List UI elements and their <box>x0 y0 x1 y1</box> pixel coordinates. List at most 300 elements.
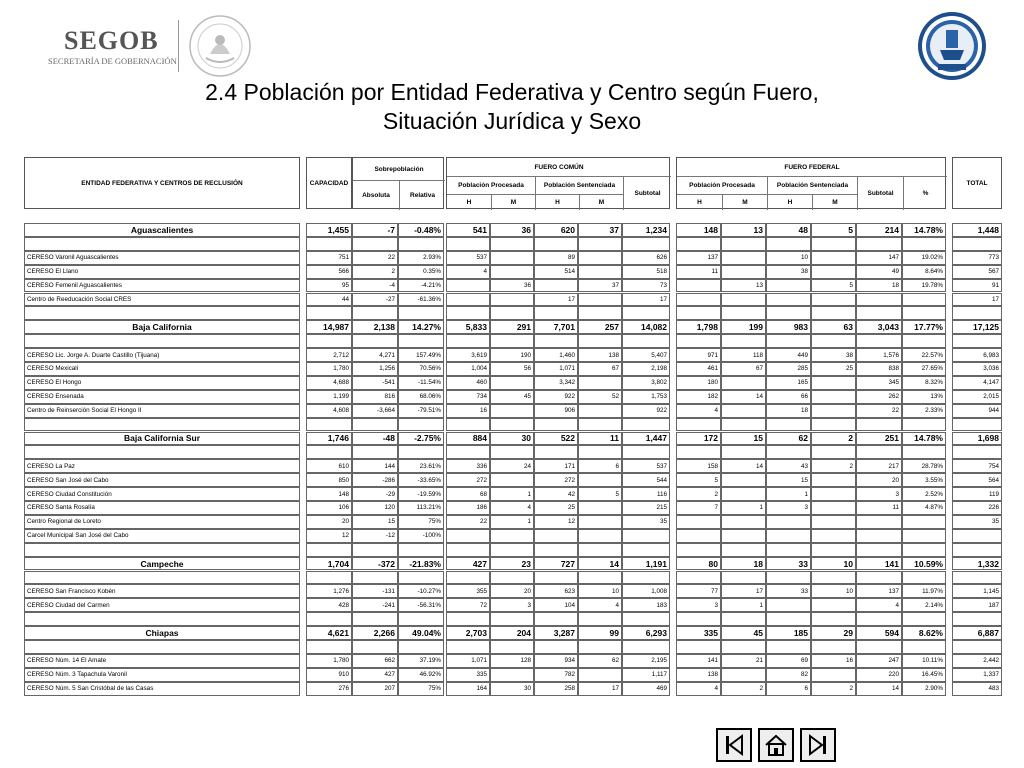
value-cell <box>534 640 578 654</box>
value-cell <box>446 571 490 585</box>
entity-name-cell <box>24 612 300 626</box>
entity-name-cell: Aguascalientes <box>24 223 300 237</box>
value-cell: 4 <box>676 682 721 696</box>
value-cell: 564 <box>952 473 1002 487</box>
value-cell: 8.32% <box>902 376 946 390</box>
value-cell: 187 <box>952 598 1002 612</box>
value-cell <box>578 404 622 418</box>
value-cell: 4 <box>446 265 490 279</box>
value-cell: 27.65% <box>902 362 946 376</box>
header-ff-percent: % <box>903 176 947 210</box>
entity-name-cell <box>24 445 300 459</box>
value-cell <box>721 418 766 432</box>
value-cell: 20 <box>306 515 352 529</box>
value-cell: 2 <box>352 265 398 279</box>
value-cell: 258 <box>534 682 578 696</box>
value-cell <box>856 445 902 459</box>
value-cell <box>352 418 398 432</box>
value-cell <box>306 306 352 320</box>
state-row <box>24 432 1002 446</box>
blank-row <box>24 571 1002 585</box>
value-cell: 25 <box>534 501 578 515</box>
value-cell: 773 <box>952 251 1002 265</box>
value-cell: 906 <box>534 404 578 418</box>
value-cell: 1,008 <box>622 584 670 598</box>
value-cell: 147 <box>856 251 902 265</box>
value-cell: 10.11% <box>902 654 946 668</box>
value-cell: 37 <box>578 223 622 237</box>
value-cell <box>811 334 856 348</box>
page-title <box>0 78 1024 136</box>
value-cell: 13% <box>902 390 946 404</box>
value-cell: -33.65% <box>398 473 444 487</box>
value-cell: 1,447 <box>622 432 670 446</box>
value-cell <box>398 306 444 320</box>
first-slide-button[interactable] <box>716 728 752 762</box>
entity-name-cell: Baja California Sur <box>24 432 300 446</box>
value-cell <box>811 487 856 501</box>
value-cell <box>490 293 534 307</box>
header-fc-proc-m: M <box>491 194 535 210</box>
value-cell: -56.31% <box>398 598 444 612</box>
value-cell: 19.78% <box>902 279 946 293</box>
value-cell <box>721 668 766 682</box>
value-cell: 850 <box>306 473 352 487</box>
value-cell: 10 <box>811 584 856 598</box>
value-cell: 11 <box>578 432 622 446</box>
value-cell: 734 <box>446 390 490 404</box>
value-cell: 15 <box>766 473 811 487</box>
value-cell: 18 <box>856 279 902 293</box>
value-cell: 816 <box>352 390 398 404</box>
value-cell <box>622 571 670 585</box>
value-cell <box>446 334 490 348</box>
value-cell: -79.51% <box>398 404 444 418</box>
value-cell <box>578 237 622 251</box>
logo-divider <box>178 20 179 72</box>
value-cell: 2,198 <box>622 362 670 376</box>
value-cell: 45 <box>721 626 766 640</box>
value-cell: 185 <box>766 626 811 640</box>
value-cell: 15 <box>352 515 398 529</box>
value-cell <box>622 237 670 251</box>
table-row <box>24 348 1002 362</box>
value-cell: 36 <box>490 223 534 237</box>
value-cell: 82 <box>766 668 811 682</box>
value-cell <box>676 293 721 307</box>
value-cell <box>766 445 811 459</box>
value-cell: 922 <box>622 404 670 418</box>
header-ff-sent-h: H <box>767 194 812 210</box>
value-cell: 23.61% <box>398 459 444 473</box>
value-cell: 285 <box>766 362 811 376</box>
value-cell: 1,071 <box>446 654 490 668</box>
blank-row <box>24 237 1002 251</box>
value-cell <box>306 334 352 348</box>
value-cell: 17.77% <box>902 320 946 334</box>
entity-name-cell: CERESO Ciudad Constitución <box>24 487 300 501</box>
value-cell: -372 <box>352 557 398 571</box>
value-cell <box>490 612 534 626</box>
entity-name-cell: CERESO Núm. 5 San Cristóbal de las Casas <box>24 682 300 696</box>
value-cell <box>721 376 766 390</box>
header-fuero-comun: FUERO COMÚN <box>534 163 584 171</box>
value-cell: 3 <box>766 501 811 515</box>
value-cell: -12 <box>352 529 398 543</box>
value-cell <box>676 612 721 626</box>
value-cell <box>676 571 721 585</box>
value-cell: -19.59% <box>398 487 444 501</box>
value-cell: 128 <box>490 654 534 668</box>
table-row <box>24 654 1002 668</box>
value-cell: -4 <box>352 279 398 293</box>
table-row <box>24 668 1002 682</box>
value-cell: 89 <box>534 251 578 265</box>
value-cell <box>766 279 811 293</box>
value-cell: 884 <box>446 432 490 446</box>
population-table <box>24 157 1002 720</box>
value-cell: 19.02% <box>902 251 946 265</box>
value-cell: 14.78% <box>902 432 946 446</box>
value-cell: 10 <box>766 251 811 265</box>
value-cell: 2,266 <box>352 626 398 640</box>
blank-row <box>24 306 1002 320</box>
value-cell: 910 <box>306 668 352 682</box>
value-cell <box>811 515 856 529</box>
value-cell: 5 <box>578 487 622 501</box>
value-cell: 4 <box>676 404 721 418</box>
value-cell: 922 <box>534 390 578 404</box>
entity-name-cell: CERESO Ciudad del Carmen <box>24 598 300 612</box>
value-cell <box>622 612 670 626</box>
value-cell <box>721 529 766 543</box>
entity-name-cell: Carcel Municipal San José del Cabo <box>24 529 300 543</box>
value-cell: 518 <box>622 265 670 279</box>
value-cell: -241 <box>352 598 398 612</box>
value-cell <box>676 640 721 654</box>
header-fc-sent-m: M <box>579 194 623 210</box>
value-cell <box>352 445 398 459</box>
value-cell: 25 <box>811 362 856 376</box>
value-cell: 35 <box>952 515 1002 529</box>
value-cell: 2 <box>721 682 766 696</box>
value-cell <box>534 571 578 585</box>
value-cell: 2,138 <box>352 320 398 334</box>
value-cell: 336 <box>446 459 490 473</box>
value-cell: 3,619 <box>446 348 490 362</box>
value-cell: 14 <box>721 390 766 404</box>
value-cell <box>578 571 622 585</box>
value-cell <box>306 418 352 432</box>
value-cell: 2 <box>811 459 856 473</box>
value-cell: 75% <box>398 515 444 529</box>
value-cell: 782 <box>534 668 578 682</box>
home-button[interactable] <box>758 728 794 762</box>
value-cell: 44 <box>306 293 352 307</box>
value-cell: 1 <box>490 515 534 529</box>
header-fc-sent-h: H <box>535 194 579 210</box>
value-cell <box>766 543 811 557</box>
value-cell: 119 <box>952 487 1002 501</box>
value-cell: 1 <box>766 487 811 501</box>
value-cell: 43 <box>766 459 811 473</box>
value-cell <box>766 293 811 307</box>
value-cell <box>578 529 622 543</box>
value-cell <box>352 612 398 626</box>
value-cell <box>721 487 766 501</box>
entity-name-cell: Campeche <box>24 557 300 571</box>
value-cell: 1,337 <box>952 668 1002 682</box>
value-cell <box>811 501 856 515</box>
skip-back-icon <box>722 733 746 757</box>
value-cell <box>766 306 811 320</box>
header-overpop: Sobrepoblación <box>374 165 424 173</box>
value-cell <box>490 473 534 487</box>
value-cell: 183 <box>622 598 670 612</box>
value-cell: 460 <box>446 376 490 390</box>
last-slide-button[interactable] <box>800 728 836 762</box>
value-cell <box>352 306 398 320</box>
value-cell: 144 <box>352 459 398 473</box>
value-cell: 45 <box>490 390 534 404</box>
value-cell <box>721 515 766 529</box>
value-cell: 214 <box>856 223 902 237</box>
value-cell: 22 <box>446 515 490 529</box>
value-cell: 171 <box>534 459 578 473</box>
value-cell: 1,798 <box>676 320 721 334</box>
table-row <box>24 390 1002 404</box>
value-cell <box>578 334 622 348</box>
value-cell <box>578 293 622 307</box>
value-cell: 13 <box>721 279 766 293</box>
value-cell: 610 <box>306 459 352 473</box>
state-row <box>24 557 1002 571</box>
entity-name-cell <box>24 640 300 654</box>
value-cell: 1,746 <box>306 432 352 446</box>
value-cell: 30 <box>490 432 534 446</box>
value-cell <box>306 571 352 585</box>
value-cell <box>952 306 1002 320</box>
value-cell: 12 <box>306 529 352 543</box>
value-cell: 226 <box>952 501 1002 515</box>
value-cell <box>622 543 670 557</box>
value-cell: 428 <box>306 598 352 612</box>
value-cell: 10 <box>811 557 856 571</box>
value-cell <box>856 306 902 320</box>
entity-name-cell: Centro de Reeducación Social CRES <box>24 293 300 307</box>
value-cell: -29 <box>352 487 398 501</box>
header-relative: Relativa <box>399 180 445 210</box>
value-cell: 5 <box>811 223 856 237</box>
value-cell: 623 <box>534 584 578 598</box>
entity-name-cell: CERESO San Francisco Kobén <box>24 584 300 598</box>
value-cell: 120 <box>352 501 398 515</box>
value-cell <box>902 418 946 432</box>
value-cell: 137 <box>676 251 721 265</box>
value-cell: 24 <box>490 459 534 473</box>
table-row <box>24 404 1002 418</box>
value-cell <box>622 640 670 654</box>
value-cell: 186 <box>446 501 490 515</box>
value-cell <box>721 293 766 307</box>
value-cell <box>721 571 766 585</box>
value-cell: 148 <box>306 487 352 501</box>
value-cell: 16 <box>446 404 490 418</box>
value-cell <box>902 529 946 543</box>
value-cell: 22.57% <box>902 348 946 362</box>
value-cell <box>856 237 902 251</box>
value-cell: -286 <box>352 473 398 487</box>
value-cell: 157.49% <box>398 348 444 362</box>
value-cell: 148 <box>676 223 721 237</box>
value-cell <box>721 473 766 487</box>
value-cell: 541 <box>446 223 490 237</box>
value-cell <box>622 334 670 348</box>
value-cell <box>902 237 946 251</box>
value-cell <box>490 237 534 251</box>
value-cell <box>952 571 1002 585</box>
value-cell: 3 <box>676 598 721 612</box>
value-cell <box>856 293 902 307</box>
segob-logo <box>48 24 177 72</box>
value-cell <box>306 543 352 557</box>
entity-name-cell <box>24 306 300 320</box>
value-cell: 15 <box>721 432 766 446</box>
value-cell: 3.55% <box>902 473 946 487</box>
value-cell <box>446 445 490 459</box>
value-cell <box>811 445 856 459</box>
value-cell <box>721 251 766 265</box>
header-ff-proc-m: M <box>722 194 767 210</box>
value-cell <box>721 265 766 279</box>
value-cell: 7,701 <box>534 320 578 334</box>
value-cell <box>856 515 902 529</box>
value-cell: 8.64% <box>902 265 946 279</box>
value-cell: 3,036 <box>952 362 1002 376</box>
value-cell: 17 <box>952 293 1002 307</box>
value-cell <box>352 640 398 654</box>
value-cell: 1,145 <box>952 584 1002 598</box>
value-cell: 2,442 <box>952 654 1002 668</box>
value-cell: -0.48% <box>398 223 444 237</box>
value-cell <box>490 543 534 557</box>
value-cell <box>766 418 811 432</box>
value-cell <box>676 237 721 251</box>
value-cell: 4 <box>490 501 534 515</box>
value-cell: 1,191 <box>622 557 670 571</box>
entity-name-cell <box>24 571 300 585</box>
value-cell: 1 <box>490 487 534 501</box>
value-cell <box>721 640 766 654</box>
value-cell <box>721 612 766 626</box>
value-cell: 0.35% <box>398 265 444 279</box>
value-cell: 2,195 <box>622 654 670 668</box>
value-cell: 56 <box>490 362 534 376</box>
value-cell <box>676 334 721 348</box>
value-cell: 754 <box>952 459 1002 473</box>
blank-row <box>24 445 1002 459</box>
value-cell <box>352 571 398 585</box>
value-cell: 14 <box>721 459 766 473</box>
value-cell <box>446 543 490 557</box>
value-cell <box>490 265 534 279</box>
value-cell <box>811 265 856 279</box>
value-cell: 944 <box>952 404 1002 418</box>
value-cell: -10.27% <box>398 584 444 598</box>
value-cell: 983 <box>766 320 811 334</box>
entity-name-cell: CERESO Varonil Aguascalientes <box>24 251 300 265</box>
value-cell: 80 <box>676 557 721 571</box>
value-cell: 35 <box>622 515 670 529</box>
value-cell <box>490 418 534 432</box>
value-cell: 1,256 <box>352 362 398 376</box>
value-cell: 37.19% <box>398 654 444 668</box>
value-cell: -131 <box>352 584 398 598</box>
value-cell: 141 <box>676 654 721 668</box>
value-cell <box>534 237 578 251</box>
value-cell <box>578 501 622 515</box>
value-cell <box>676 543 721 557</box>
table-row <box>24 598 1002 612</box>
value-cell: 70.56% <box>398 362 444 376</box>
value-cell <box>446 640 490 654</box>
value-cell: 48 <box>766 223 811 237</box>
value-cell <box>952 445 1002 459</box>
value-cell <box>811 473 856 487</box>
value-cell <box>721 306 766 320</box>
value-cell <box>721 404 766 418</box>
value-cell: 461 <box>676 362 721 376</box>
value-cell: 626 <box>622 251 670 265</box>
value-cell: -21.83% <box>398 557 444 571</box>
table-row <box>24 279 1002 293</box>
value-cell <box>446 529 490 543</box>
value-cell: 91 <box>952 279 1002 293</box>
value-cell: 4,688 <box>306 376 352 390</box>
value-cell: -27 <box>352 293 398 307</box>
value-cell: 29 <box>811 626 856 640</box>
value-cell: 1,576 <box>856 348 902 362</box>
value-cell: 272 <box>534 473 578 487</box>
table-row <box>24 501 1002 515</box>
table-row <box>24 473 1002 487</box>
header-total: TOTAL <box>952 157 1002 209</box>
value-cell <box>578 612 622 626</box>
header-ff-proc-h: H <box>677 194 722 210</box>
value-cell <box>856 418 902 432</box>
value-cell: 118 <box>721 348 766 362</box>
value-cell: 99 <box>578 626 622 640</box>
value-cell: 514 <box>534 265 578 279</box>
value-cell: 6 <box>766 682 811 696</box>
value-cell: 335 <box>676 626 721 640</box>
state-row <box>24 320 1002 334</box>
value-cell <box>856 640 902 654</box>
value-cell: 190 <box>490 348 534 362</box>
value-cell <box>578 265 622 279</box>
value-cell: 4,147 <box>952 376 1002 390</box>
entity-name-cell: CERESO El Hongo <box>24 376 300 390</box>
header-fc-proc-h: H <box>447 194 491 210</box>
value-cell <box>676 445 721 459</box>
value-cell: 22 <box>352 251 398 265</box>
value-cell: 182 <box>676 390 721 404</box>
value-cell: 4,608 <box>306 404 352 418</box>
value-cell: 22 <box>856 404 902 418</box>
value-cell: 567 <box>952 265 1002 279</box>
value-cell: 30 <box>490 682 534 696</box>
value-cell <box>952 418 1002 432</box>
